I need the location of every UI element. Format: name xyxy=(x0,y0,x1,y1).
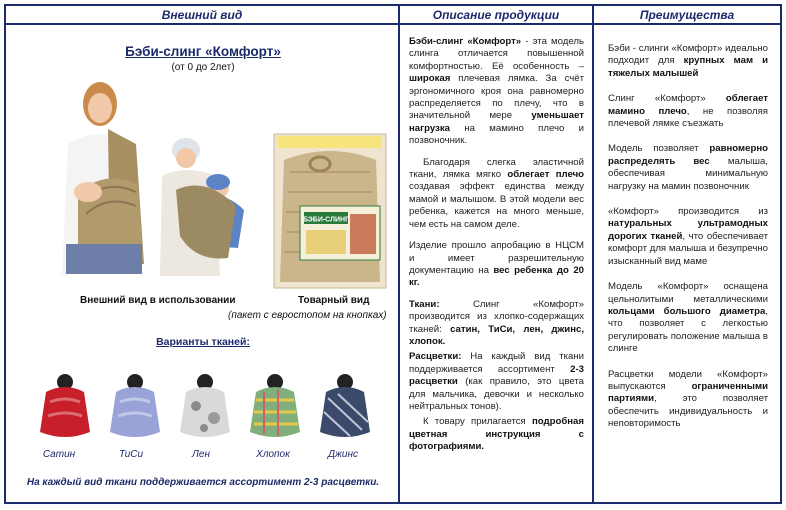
fabric-name-hlopok: Хлопок xyxy=(256,449,290,460)
package-label: БЭБИ-СЛИНГ xyxy=(302,216,350,224)
advantages-column xyxy=(594,6,780,502)
fabric-sample-len xyxy=(174,372,236,442)
mother-sling-illustration xyxy=(48,74,158,274)
caption-product-view: Товарный вид xyxy=(298,295,370,306)
fabric-sample-hlopok xyxy=(244,372,306,442)
advantages-text xyxy=(608,43,768,444)
fabric-note: На каждый вид ткани поддерживается ассортимент 2-3 расцветки. xyxy=(26,477,380,488)
advantage-5: Модель «Комфорт» оснащена цельнолитыми металлическими кольцами большого диаметра, что позволяет с легкостью регулировать положение малыша в слинге xyxy=(608,281,768,355)
desc-paragraph-6: К товару прилагается подробная цветная инструкция с фотографиями. xyxy=(409,416,584,453)
desc-paragraph-3: Изделие прошло апробацию в НЦСМ и имеет разрешительную документацию на вес ребенка до 20 кг. xyxy=(409,240,585,289)
appearance-column xyxy=(6,6,400,502)
product-age: (от 0 до 2лет) xyxy=(171,62,235,73)
advantage-3: Модель позволяет равномерно распределять вес малыша, обеспечивая минимальную нагрузку на мамин позвоночник xyxy=(608,143,768,192)
fabric-sample-satin xyxy=(34,372,96,442)
photo-package xyxy=(270,132,390,292)
desc-paragraph-4: Ткани: Слинг «Комфорт» производится из хлопко-содержащих тканей: сатин, ТиСи, лен, джинс, хлопок. xyxy=(409,298,584,347)
advantage-6: Расцветки модели «Комфорт» выпускаются ограниченными партиями, это позволяет обеспечить индивидуальность и неповторимость xyxy=(608,368,768,430)
caption-in-use: Внешний вид в использовании xyxy=(80,295,236,306)
desc-paragraph-5: Расцветки: На каждый вид ткани поддерживается ассортимент 2-3 расцветки (как правило, это цвета для мальчика, девочки и несколько нейтральных тонов). xyxy=(409,351,584,412)
fabric-name-len: Лен xyxy=(192,449,210,460)
desc-paragraph-1: Бэби-слинг «Комфорт» - эта модель слинга отличается повышенной комфортностью. Её особенность – широкая плечевая лямка. За счёт эргономичного кроя она равномерно распределяется по плечу, что в значительной мере уменьшает нагрузка на мамино плечо и позвоночник. xyxy=(409,36,584,147)
header-appearance: Внешний вид xyxy=(6,6,398,25)
winter-sling-illustration xyxy=(156,136,252,276)
fabric-sample-dzhins xyxy=(314,372,376,442)
advantage-2: Слинг «Комфорт» облегает мамино плечо, не позволяя плечевой лямке съезжать xyxy=(608,93,768,130)
description-text xyxy=(409,36,584,463)
description-column xyxy=(400,6,594,502)
caption-package: (пакет с евростопом на кнопках) xyxy=(228,310,387,321)
fabric-name-satin: Сатин xyxy=(42,449,76,460)
photo-winter-sling xyxy=(156,136,252,276)
photo-mother-sling xyxy=(48,74,158,274)
fabric-name-tisi: ТиСи xyxy=(118,449,144,460)
fabric-sample-tisi xyxy=(104,372,166,442)
product-sheet xyxy=(4,4,782,504)
fabric-dzhins-swatch xyxy=(320,387,370,437)
product-title: Бэби-слинг «Комфорт» xyxy=(125,44,281,59)
fabric-variants-title: Варианты тканей: xyxy=(156,336,250,348)
advantage-1: Бэби - слинги «Комфорт» идеально подходит для крупных мам и тяжелых малышей xyxy=(608,43,768,79)
header-description: Описание продукции xyxy=(400,6,592,25)
package-illustration xyxy=(270,132,390,292)
advantage-4: «Комфорт» производится из натуральных ультрамодных дорогих тканей, что обеспечивает комфорт для малыша и безупречно изысканный вид маме xyxy=(608,206,768,267)
desc-paragraph-2: Благодаря слегка эластичной ткани, лямка мягко облегает плечо создавая эффект единства между мамой и малышом. В этой модели вес ребенка, кажется на много меньше, чем есть на самом деле. xyxy=(409,156,584,230)
fabric-name-dzhins: Джинс xyxy=(328,449,358,460)
header-advantages: Преимущества xyxy=(594,6,780,25)
